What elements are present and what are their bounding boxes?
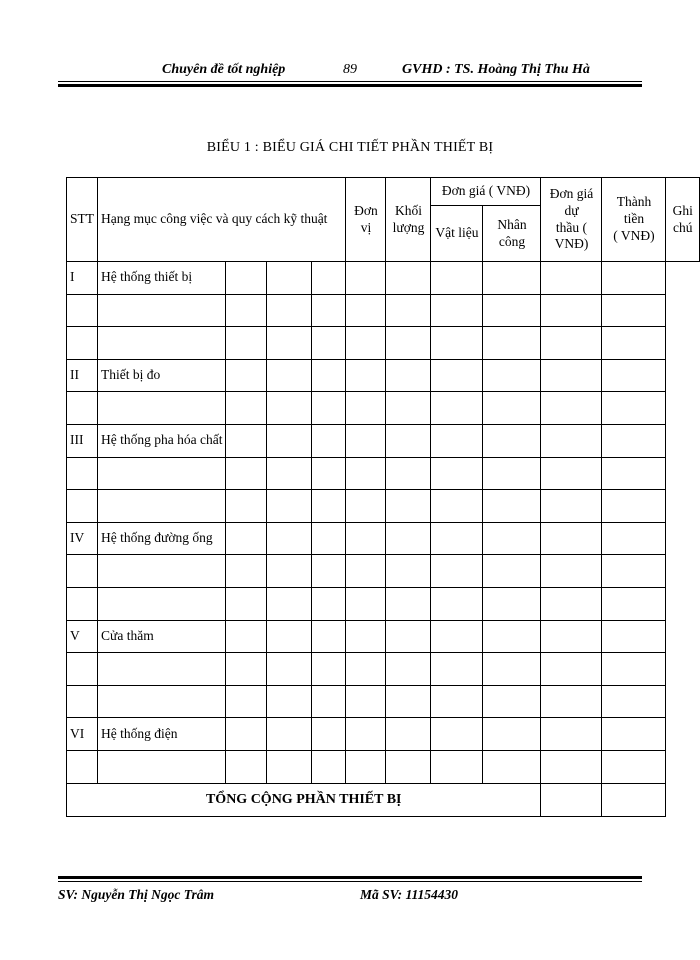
table-cell — [346, 490, 386, 523]
table-cell — [431, 327, 483, 360]
table-cell — [431, 587, 483, 620]
table-cell — [386, 294, 431, 327]
header-right: GVHD : TS. Hoàng Thị Thu Hà — [402, 62, 590, 77]
table-cell — [346, 262, 386, 295]
empty-row — [67, 555, 700, 588]
total-label: TỔNG CỘNG PHẦN THIẾT BỊ — [67, 783, 541, 816]
table-cell — [98, 457, 226, 490]
table-cell — [346, 718, 386, 751]
empty-row — [67, 392, 700, 425]
table-cell — [346, 685, 386, 718]
section-label: Hệ thống đường ống — [98, 522, 226, 555]
table-cell — [602, 685, 666, 718]
table-cell — [386, 262, 431, 295]
table-cell — [67, 327, 98, 360]
table-cell — [226, 555, 267, 588]
table-cell — [541, 620, 602, 653]
table-cell — [346, 750, 386, 783]
table-cell — [67, 685, 98, 718]
table-cell — [67, 392, 98, 425]
section-row — [67, 718, 700, 751]
table-cell — [483, 555, 541, 588]
table-cell — [541, 424, 602, 457]
table-cell — [483, 587, 541, 620]
table-cell — [541, 294, 602, 327]
table-cell — [602, 359, 666, 392]
table-cell — [346, 457, 386, 490]
table-cell — [386, 750, 431, 783]
table-cell — [226, 750, 267, 783]
table-cell — [312, 294, 346, 327]
table-cell — [602, 718, 666, 751]
footer-rule-thick — [58, 876, 642, 879]
table-cell — [483, 718, 541, 751]
table-cell — [541, 457, 602, 490]
col-qty: Khối lượng — [386, 178, 431, 262]
col-total: Thành tiền ( VNĐ) — [602, 178, 666, 262]
table-cell — [431, 457, 483, 490]
table-cell — [346, 392, 386, 425]
table-cell — [267, 457, 312, 490]
section-number: V — [67, 620, 98, 653]
table-cell — [541, 685, 602, 718]
table-cell — [431, 392, 483, 425]
empty-row — [67, 587, 700, 620]
section-row — [67, 262, 700, 295]
empty-row — [67, 490, 700, 523]
table-cell — [483, 457, 541, 490]
table-cell — [346, 327, 386, 360]
section-label: Hệ thống thiết bị — [98, 262, 226, 295]
table-cell — [386, 490, 431, 523]
table-cell — [386, 620, 431, 653]
section-number: VI — [67, 718, 98, 751]
table-cell — [67, 555, 98, 588]
table-cell — [267, 490, 312, 523]
section-label: Hệ thống điện — [98, 718, 226, 751]
table-cell — [98, 653, 226, 686]
table-cell — [312, 457, 346, 490]
price-table — [66, 177, 700, 817]
table-cell — [386, 587, 431, 620]
table-cell — [431, 555, 483, 588]
table-cell — [98, 555, 226, 588]
page-number: 89 — [343, 62, 357, 77]
table-cell — [431, 750, 483, 783]
table-cell — [226, 620, 267, 653]
table-cell — [226, 587, 267, 620]
table-cell — [98, 327, 226, 360]
table-cell — [226, 490, 267, 523]
table-cell — [386, 653, 431, 686]
table-cell — [267, 522, 312, 555]
table-cell — [431, 685, 483, 718]
table-cell — [312, 685, 346, 718]
table-cell — [98, 587, 226, 620]
table-cell — [602, 490, 666, 523]
table-cell — [226, 359, 267, 392]
table-cell — [312, 359, 346, 392]
table-cell — [346, 587, 386, 620]
table-cell — [431, 653, 483, 686]
table-cell — [226, 327, 267, 360]
table-cell — [226, 653, 267, 686]
table-cell — [483, 685, 541, 718]
header-rule-thin — [58, 81, 642, 82]
col-note: Ghi chú — [666, 178, 700, 262]
section-label: Thiết bị đo — [98, 359, 226, 392]
table-cell — [267, 685, 312, 718]
table-cell — [267, 750, 312, 783]
empty-row — [67, 294, 700, 327]
table-cell — [386, 392, 431, 425]
footer-student: SV: Nguyễn Thị Ngọc Trâm — [58, 887, 215, 902]
col-stt: STT — [67, 178, 98, 262]
table-cell — [483, 620, 541, 653]
section-number: I — [67, 262, 98, 295]
section-label: Cửa thăm — [98, 620, 226, 653]
col-bid-price: Đơn giá dự thầu ( VNĐ) — [541, 178, 602, 262]
table-cell — [483, 262, 541, 295]
section-row — [67, 424, 700, 457]
section-row — [67, 359, 700, 392]
table-cell — [541, 555, 602, 588]
table-cell — [602, 587, 666, 620]
table-cell — [541, 392, 602, 425]
table-cell — [483, 392, 541, 425]
table-cell — [312, 522, 346, 555]
table-cell — [67, 490, 98, 523]
table-cell — [312, 555, 346, 588]
header-rule-thick — [58, 84, 642, 87]
table-cell — [602, 392, 666, 425]
table-cell — [386, 457, 431, 490]
table-cell — [67, 294, 98, 327]
footer-rule-thin — [58, 881, 642, 882]
table-cell — [98, 294, 226, 327]
table-cell — [602, 750, 666, 783]
table-cell — [267, 294, 312, 327]
col-item: Hạng mục công việc và quy cách kỹ thuật — [98, 178, 346, 262]
section-row — [67, 522, 700, 555]
table-cell — [98, 490, 226, 523]
table-cell — [312, 392, 346, 425]
table-cell — [312, 327, 346, 360]
table-cell — [267, 555, 312, 588]
table-cell — [346, 424, 386, 457]
header-left: Chuyên đề tốt nghiệp — [162, 62, 286, 77]
table-cell — [431, 718, 483, 751]
table-cell — [267, 392, 312, 425]
table-cell — [267, 620, 312, 653]
table-cell — [602, 457, 666, 490]
empty-row — [67, 327, 700, 360]
table-cell — [226, 392, 267, 425]
table-cell — [541, 587, 602, 620]
table-cell — [226, 294, 267, 327]
total-note — [602, 783, 666, 816]
table-cell — [346, 620, 386, 653]
table-cell — [267, 424, 312, 457]
table-cell — [541, 262, 602, 295]
total-row — [67, 783, 700, 816]
table-cell — [541, 718, 602, 751]
table-cell — [346, 359, 386, 392]
table-cell — [267, 653, 312, 686]
section-number: IV — [67, 522, 98, 555]
table-cell — [431, 294, 483, 327]
table-cell — [312, 620, 346, 653]
table-cell — [431, 424, 483, 457]
table-cell — [483, 424, 541, 457]
table-cell — [431, 359, 483, 392]
table-cell — [602, 555, 666, 588]
section-row — [67, 620, 700, 653]
empty-row — [67, 653, 700, 686]
table-cell — [483, 522, 541, 555]
table-cell — [386, 424, 431, 457]
table-cell — [226, 262, 267, 295]
table-cell — [267, 587, 312, 620]
table-cell — [541, 359, 602, 392]
table-cell — [267, 718, 312, 751]
empty-row — [67, 685, 700, 718]
table-cell — [312, 490, 346, 523]
table-cell — [483, 327, 541, 360]
table-cell — [431, 262, 483, 295]
table-cell — [483, 653, 541, 686]
table-cell — [267, 359, 312, 392]
table-cell — [602, 424, 666, 457]
table-cell — [541, 327, 602, 360]
table-cell — [602, 653, 666, 686]
table-cell — [483, 750, 541, 783]
table-cell — [267, 327, 312, 360]
table-cell — [541, 750, 602, 783]
table-cell — [312, 262, 346, 295]
table-cell — [226, 718, 267, 751]
table-cell — [602, 262, 666, 295]
table-cell — [67, 653, 98, 686]
total-amount — [541, 783, 602, 816]
table-cell — [67, 457, 98, 490]
table-cell — [226, 685, 267, 718]
table-cell — [602, 620, 666, 653]
empty-row — [67, 457, 700, 490]
section-number: III — [67, 424, 98, 457]
table-title: BIỂU 1 : BIỂU GIÁ CHI TIẾT PHẦN THIẾT BỊ — [206, 140, 494, 155]
empty-row — [67, 750, 700, 783]
table-cell — [386, 359, 431, 392]
table-cell — [346, 555, 386, 588]
table-cell — [431, 522, 483, 555]
table-cell — [541, 653, 602, 686]
table-cell — [226, 424, 267, 457]
table-cell — [431, 620, 483, 653]
section-label: Hệ thống pha hóa chất — [98, 424, 226, 457]
table-cell — [602, 294, 666, 327]
table-cell — [483, 359, 541, 392]
footer-student-id: Mã SV: 11154430 — [360, 887, 459, 902]
table-cell — [386, 327, 431, 360]
table-cell — [602, 522, 666, 555]
table-cell — [98, 392, 226, 425]
table-cell — [226, 522, 267, 555]
table-cell — [312, 424, 346, 457]
table-cell — [386, 522, 431, 555]
col-labor: Nhân công — [483, 206, 541, 262]
section-number: II — [67, 359, 98, 392]
table-cell — [483, 294, 541, 327]
table-cell — [312, 718, 346, 751]
table-cell — [226, 457, 267, 490]
header-row-1 — [67, 178, 700, 206]
table-cell — [98, 685, 226, 718]
table-cell — [602, 327, 666, 360]
table-cell — [483, 490, 541, 523]
table-cell — [67, 750, 98, 783]
table-cell — [312, 587, 346, 620]
table-cell — [386, 555, 431, 588]
col-unit-price: Đơn giá ( VNĐ) — [431, 178, 541, 206]
table-cell — [346, 653, 386, 686]
table-cell — [386, 718, 431, 751]
col-unit: Đơn vị — [346, 178, 386, 262]
table-cell — [386, 685, 431, 718]
col-material: Vật liệu — [431, 206, 483, 262]
table-cell — [312, 750, 346, 783]
table-cell — [346, 522, 386, 555]
table-cell — [346, 294, 386, 327]
table-cell — [267, 262, 312, 295]
table-cell — [98, 750, 226, 783]
table-cell — [541, 522, 602, 555]
table-cell — [67, 587, 98, 620]
table-cell — [312, 653, 346, 686]
table-cell — [541, 490, 602, 523]
table-cell — [431, 490, 483, 523]
